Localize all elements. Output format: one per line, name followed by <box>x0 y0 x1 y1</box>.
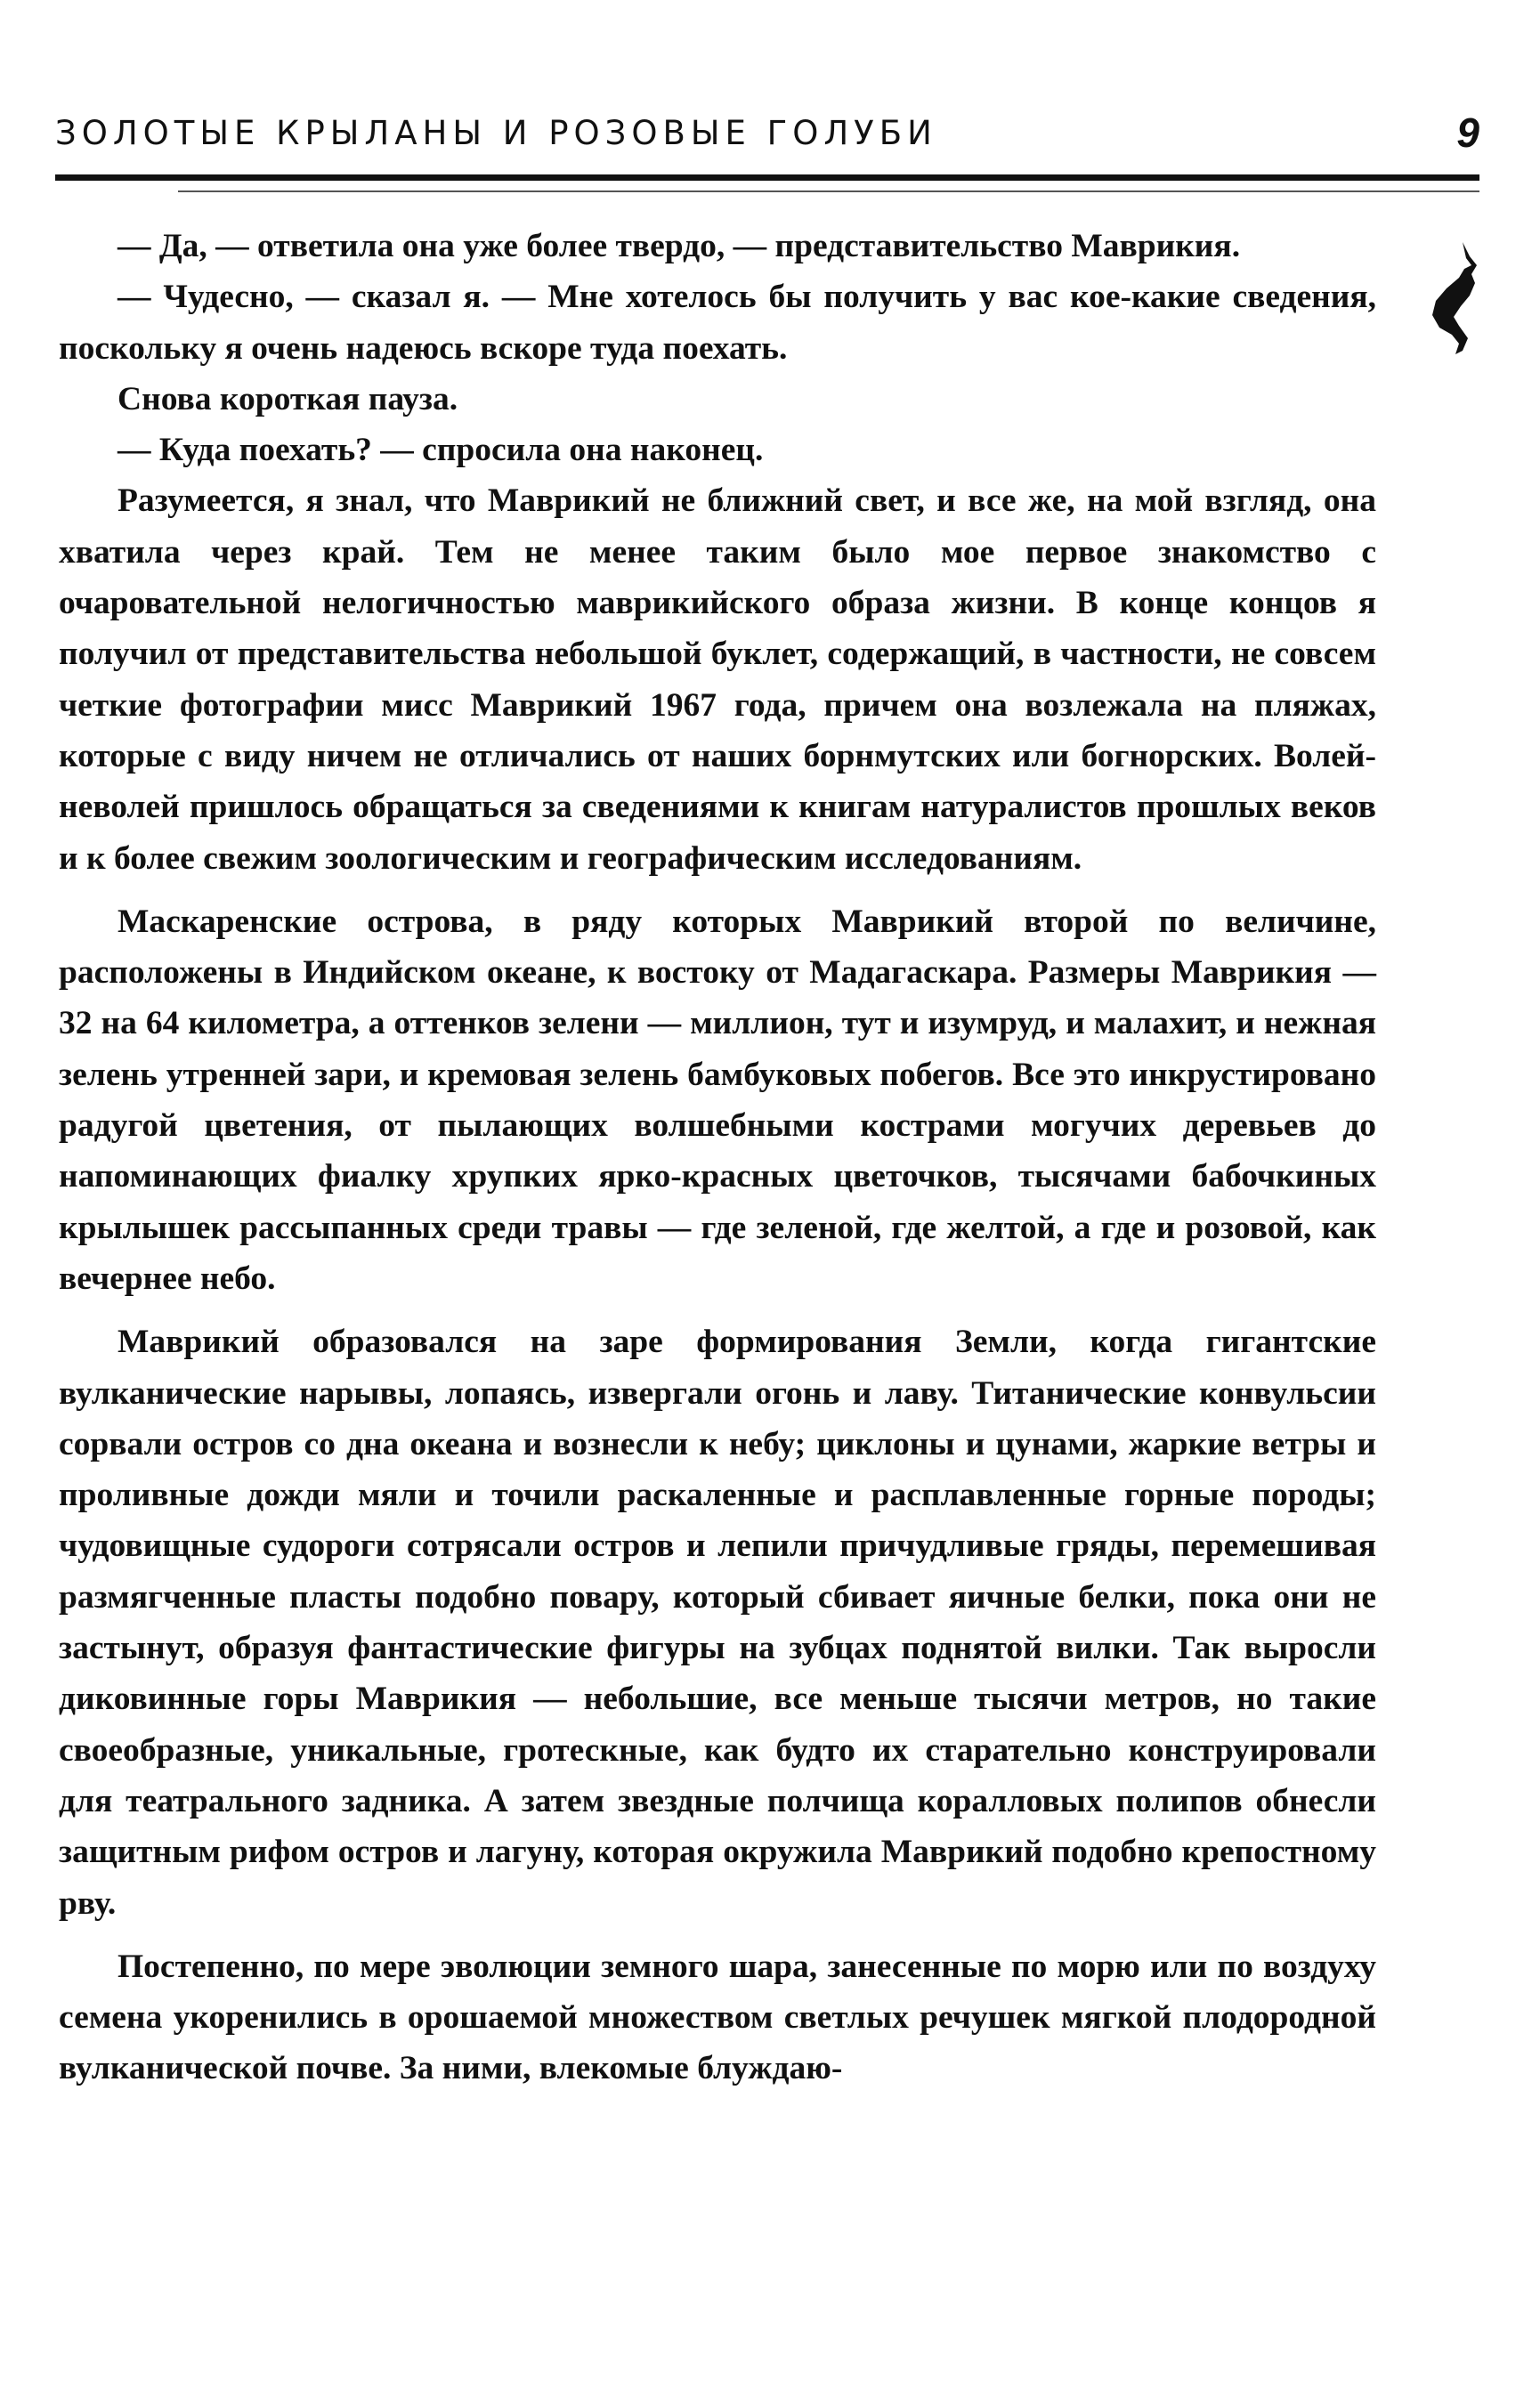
header-rule-thick <box>55 174 1479 181</box>
paragraph: — Чудесно, — сказал я. — Мне хотелось бы получить у вас кое-какие сведения, поскольку я очень надеюсь вскоре туда поехать. <box>59 279 1376 367</box>
paragraph: Маврикий образовался на заре формирования Земли, когда гигантские вулканические нарывы, лопаясь, извергали огонь и лаву. Титанические конвульсии сорвали остров со дна океана и вознесли к небу; циклоны и цунами, жаркие ветры и проливные дожди мяли и точили раскаленные и расплавленные горные породы; чудовищные судороги сотрясали остров и лепили причудливые гряды, перемешивая размягченные пласты подобно повару, который сбивает яичные белки, пока они не застынут, образуя фантастические фигуры на зубцах поднятой вилки. Так выросли диковинные горы Маврикия — небольшие, все меньше тысячи метров, но такие своеобразные, уникальные, гротескные, как будто их старательно конструировали для театрального задника. А затем звездные полчища коралловых полипов обнесли защитным рифом остров и лагуну, которая окружила Маврикий подобно крепостному рву. <box>59 1324 1376 1922</box>
page-number: 9 <box>1456 109 1479 156</box>
howling-wolf-icon <box>1420 239 1491 363</box>
paragraph: Снова короткая пауза. <box>118 380 458 417</box>
paragraph: — Да, — ответила она уже более твердо, — представительство Маврикия. <box>118 228 1241 264</box>
paragraph: Маскаренские острова, в ряду которых Маврикий второй по величине, расположены в Индийском океане, к востоку от Мадагаскара. Размеры Маврикия — 32 на 64 километра, а оттенков зелени — миллион, тут и изумруд, и малахит, и нежная зелень утренней зари, и кремовая зелень бамбуковых побегов. Все это инкрустировано радугой цветения, от пылающих волшебными кострами могучих деревьев до напоминающих фиалку хрупких ярко-красных цветочков, тысячами бабочкиных крылышек рассыпанных среди травы — где зеленой, где желтой, а где и розовой, как вечернее небо. <box>59 903 1376 1297</box>
running-head: ЗОЛОТЫЕ КРЫЛАНЫ И РОЗОВЫЕ ГОЛУБИ <box>55 114 937 152</box>
paragraph: Разумеется, я знал, что Маврикий не ближний свет, и все же, на мой взгляд, она хватила через край. Тем не менее таким было мое первое знакомство с очаровательной нелогичностью маврикийского образа жизни. В конце концов я получил от представительства небольшой буклет, содержащий, в частности, не совсем четкие фотографии мисс Маврикий 1967 года, причем она возлежала на пляжах, которые с виду ничем не отличались от наших борнмутских или богнорских. Волей-неволей пришлось обращаться за сведениями к книгам натуралистов прошлых веков и к более свежим зоологическим и географическим исследованиям. <box>59 482 1376 877</box>
paragraph: — Куда поехать? — спросила она наконец. <box>118 432 764 469</box>
paragraph: Постепенно, по мере эволюции земного шара, занесенные по морю или по воздуху семена укоренились в орошаемой множеством светлых речушек мягкой плодородной вулканической почве. За ними, влекомые блуждаю- <box>59 1948 1376 2087</box>
body-text <box>59 221 1376 2094</box>
page-header <box>55 109 1479 167</box>
header-rule-thin <box>178 190 1479 192</box>
